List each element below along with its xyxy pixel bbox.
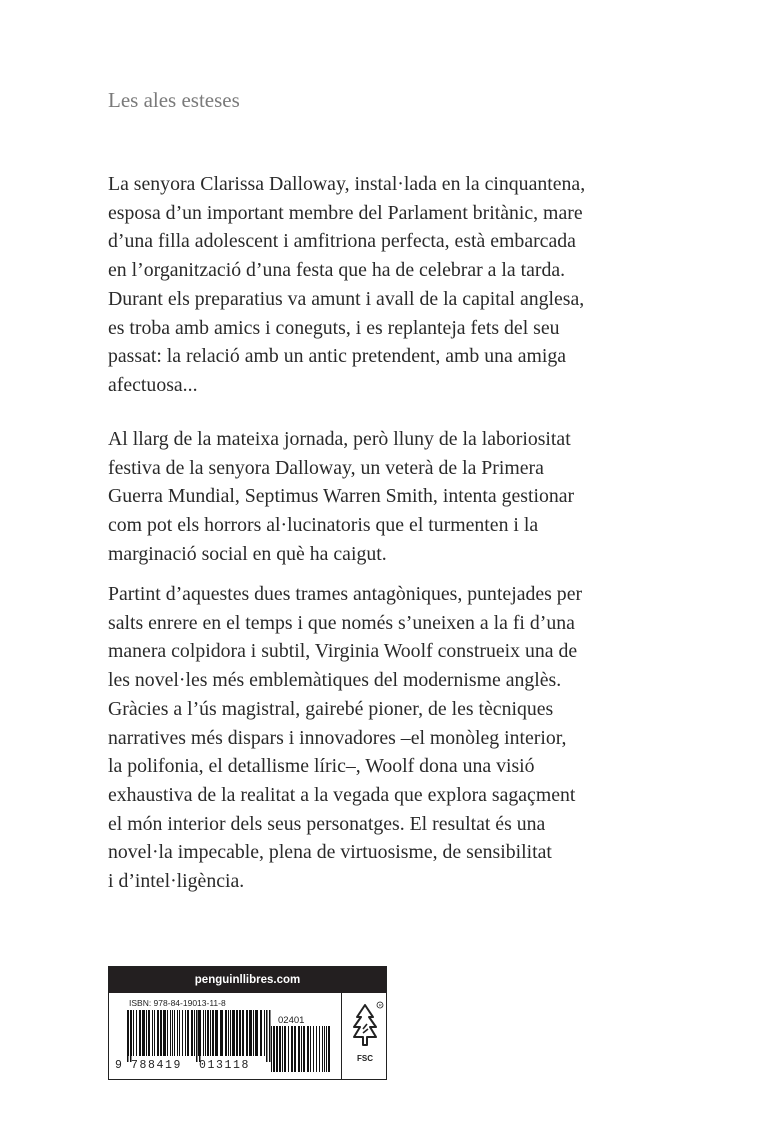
addon-bar xyxy=(298,1026,300,1072)
barcode-bar xyxy=(239,1010,241,1056)
barcode-bar xyxy=(242,1010,244,1056)
barcode-guard-bar xyxy=(199,1010,201,1062)
barcode-first-digit: 9 xyxy=(115,1059,122,1072)
synopsis-paragraph-3 xyxy=(108,580,668,896)
addon-bar xyxy=(291,1026,293,1072)
barcode-bar xyxy=(136,1010,137,1056)
addon-bar xyxy=(294,1026,296,1072)
addon-bar xyxy=(310,1026,311,1072)
text-line: Durant els preparatius va amunt i avall de la capital anglesa, xyxy=(108,287,585,310)
synopsis-paragraph-2 xyxy=(108,425,668,569)
text-line: i d’intel·ligència. xyxy=(108,870,245,893)
price-code: 02401 xyxy=(278,1015,305,1026)
barcode-bar xyxy=(157,1010,159,1056)
barcode-guard-bar xyxy=(196,1010,198,1062)
barcode-bar xyxy=(154,1010,155,1056)
barcode-bar xyxy=(215,1010,218,1056)
barcode-bar xyxy=(160,1010,162,1056)
text-line: les novel·les més emblemàtiques del modernisme anglès. xyxy=(108,669,562,692)
barcode-bar xyxy=(148,1010,150,1056)
text-line: d’una filla adolescent i amfitriona perfecta, està embarcada xyxy=(108,230,576,253)
addon-bar xyxy=(284,1026,286,1072)
text-line: el món interior dels seus personatges. El resultat és una xyxy=(108,812,546,835)
text-line: novel·la impecable, plena de virtuosisme, de sensibilitat xyxy=(108,841,552,864)
addon-bar xyxy=(328,1026,330,1072)
barcode-bar xyxy=(260,1010,262,1056)
text-line: La senyora Clarissa Dalloway, instal·lada en la cinquantena, xyxy=(108,173,586,195)
text-line: exhaustiva de la realitat a la vegada que explora sagaçment xyxy=(108,783,576,806)
addon-bar xyxy=(316,1026,317,1072)
barcode-bar xyxy=(264,1010,265,1056)
text-line: marginació social en què ha caigut. xyxy=(108,542,387,565)
barcode-digits-right: 013118 xyxy=(199,1059,251,1072)
text-line: Partint d’aquestes dues trames antagòniques, puntejades per xyxy=(108,583,583,605)
barcode-bar xyxy=(210,1010,211,1056)
addon-bar xyxy=(271,1026,272,1072)
addon-bar xyxy=(324,1026,325,1072)
barcode-bar xyxy=(133,1010,134,1056)
text-line: salts enrere en el temps i que només s’uneixen a la fi d’una xyxy=(108,611,575,634)
addon-bar xyxy=(273,1026,275,1072)
barcode-bar xyxy=(255,1010,258,1056)
barcode-bar xyxy=(174,1010,175,1056)
barcode-bar xyxy=(253,1010,254,1056)
addon-bar xyxy=(282,1026,283,1072)
barcode-area xyxy=(115,998,337,1076)
barcode-bar xyxy=(207,1010,209,1056)
barcode-bar xyxy=(191,1010,193,1056)
addon-bar xyxy=(276,1026,278,1072)
barcode-bar xyxy=(142,1010,145,1056)
text-line: com pot els horrors al·lucinatoris que el turmenten i la xyxy=(108,514,539,537)
series-title: Les ales esteses xyxy=(108,88,240,112)
fsc-label: FSC xyxy=(357,1054,373,1063)
barcode-bar xyxy=(177,1010,178,1056)
barcode-bar xyxy=(228,1010,229,1056)
addon-bar xyxy=(279,1026,281,1072)
barcode-bar xyxy=(220,1010,223,1056)
barcode-bar xyxy=(185,1010,186,1056)
text-line: narratives més dispars i innovadores –el monòleg interior, xyxy=(108,726,567,749)
ean-barcode xyxy=(115,998,275,1062)
synopsis-paragraph-1 xyxy=(108,170,668,400)
barcode-bar xyxy=(232,1010,235,1056)
addon-bar xyxy=(288,1026,289,1072)
barcode-bar xyxy=(187,1010,189,1056)
barcode-bar xyxy=(172,1010,173,1056)
text-line: Gràcies a l’ús magistral, gairebé pioner, de les tècniques xyxy=(108,697,554,720)
isbn-label: ISBN: 978-84-19013-11-8 xyxy=(129,998,226,1008)
text-line: manera colpidora i subtil, Virginia Woolf construeix una de xyxy=(108,640,578,663)
barcode-bar xyxy=(230,1010,231,1056)
publisher-website: penguinllibres.com xyxy=(109,967,386,993)
barcode-bar xyxy=(194,1010,195,1056)
text-line: Al llarg de la mateixa jornada, però lluny de la laboriositat xyxy=(108,428,571,450)
barcode-guard-bar xyxy=(127,1010,129,1062)
addon-bar xyxy=(307,1026,309,1072)
barcode-bar xyxy=(163,1010,166,1056)
barcode-bar xyxy=(236,1010,238,1056)
barcode-bar xyxy=(246,1010,248,1056)
svg-text:R: R xyxy=(378,1002,382,1008)
addon-bar xyxy=(303,1026,305,1072)
fsc-tree-icon xyxy=(342,993,388,1053)
text-line: en l’organització d’una festa que ha de celebrar a la tarda. xyxy=(108,259,566,282)
addon-bar xyxy=(322,1026,323,1072)
text-line: es troba amb amics i coneguts, i es replanteja fets del seu xyxy=(108,316,560,339)
fsc-logo xyxy=(341,993,388,1080)
text-line: festiva de la senyora Dalloway, un veterà de la Primera xyxy=(108,456,544,479)
text-line: la polifonia, el detallisme líric–, Woolf dona una visió xyxy=(108,755,535,778)
barcode-guard-bar xyxy=(130,1010,132,1062)
addon-bar xyxy=(313,1026,314,1072)
barcode-bar xyxy=(212,1010,214,1056)
addon-bar xyxy=(319,1026,320,1072)
barcode-bar xyxy=(205,1010,206,1056)
barcode-bar xyxy=(203,1010,204,1056)
addon-barcode xyxy=(269,1026,335,1074)
barcode-box xyxy=(108,966,387,1080)
text-line: esposa d’un important membre del Parlament britànic, mare xyxy=(108,201,583,224)
text-line: Guerra Mundial, Septimus Warren Smith, intenta gestionar xyxy=(108,485,575,508)
barcode-bar xyxy=(179,1010,180,1056)
barcode-bar xyxy=(170,1010,171,1056)
barcode-bar xyxy=(146,1010,147,1056)
text-line: passat: la relació amb un antic pretendent, amb una amiga xyxy=(108,345,567,368)
addon-bar xyxy=(326,1026,327,1072)
addon-bar xyxy=(301,1026,302,1072)
text-line: afectuosa... xyxy=(108,373,198,396)
barcode-bar xyxy=(182,1010,183,1056)
barcode-bar xyxy=(225,1010,227,1056)
barcode-bar xyxy=(152,1010,153,1056)
barcode-guard-bar xyxy=(266,1010,268,1062)
barcode-bar xyxy=(249,1010,252,1056)
barcode-bar xyxy=(139,1010,141,1056)
barcode-digits-left: 788419 xyxy=(131,1059,183,1072)
barcode-bar xyxy=(167,1010,168,1056)
